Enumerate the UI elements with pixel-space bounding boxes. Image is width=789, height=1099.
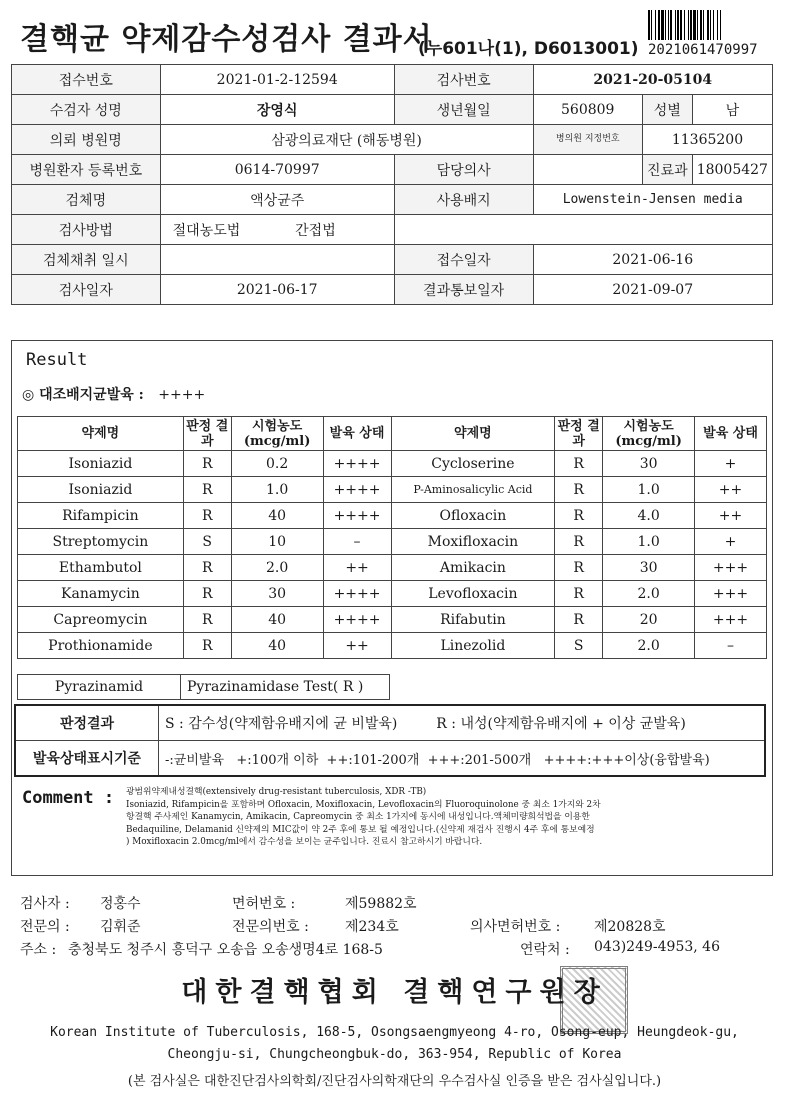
specialist-label: 전문의 : (20, 919, 70, 935)
medium: Lowenstein-Jensen media (533, 185, 773, 215)
table-row (18, 503, 767, 529)
patient-info-table (11, 64, 773, 305)
specialist: 김휘준 (100, 919, 141, 935)
conc-value: 0.2 (231, 451, 323, 477)
method-blank (394, 215, 772, 245)
growth-value: + (695, 529, 767, 555)
table-row (18, 451, 767, 477)
growth-value: ++ (323, 633, 391, 659)
header-conc: 시험농도 (mcg/ml) (231, 417, 323, 451)
license: 제59882호 (345, 896, 417, 912)
sex: 남 (692, 95, 772, 125)
judge-r: R : 내성(약제함유배지에 + 이상 균발육) (436, 716, 686, 732)
judge-value: R (183, 633, 231, 659)
header-drug: 약제명 (18, 417, 184, 451)
conc-value: 2.0 (603, 633, 695, 659)
tester-label: 검사자 : (20, 896, 70, 912)
dept: 18005427 (692, 155, 772, 185)
conc-value: 4.0 (603, 503, 695, 529)
pza-value: Pyrazinamidase Test( R ) (181, 675, 390, 700)
report-date: 2021-09-07 (533, 275, 773, 305)
header-growth: 발육 상태 (323, 417, 391, 451)
drug-name: Ofloxacin (391, 503, 555, 529)
birth-label: 생년월일 (394, 95, 533, 125)
dept-label: 진료과 (642, 155, 692, 185)
method-1: 절대농도법 (172, 222, 241, 239)
collect-date-label: 검체채취 일시 (12, 245, 161, 275)
certification-note: (본 검사실은 대한진단검사의학회/진단검사의학재단의 우수검사실 인증을 받은 검사실입니다.) (127, 1074, 662, 1089)
receive-date-label: 접수일자 (394, 245, 533, 275)
drug-name: Rifampicin (18, 503, 184, 529)
hospital-no-label: 병의원 지정번호 (533, 125, 642, 155)
drug-name: Isoniazid (18, 451, 184, 477)
growth-value: ++ (323, 555, 391, 581)
conc-value: 40 (231, 503, 323, 529)
conc-value: 40 (231, 607, 323, 633)
conc-value: 2.0 (231, 555, 323, 581)
drug-name: Capreomycin (18, 607, 184, 633)
table-row (18, 555, 767, 581)
specialist-no-label: 전문의번호 : (232, 919, 309, 935)
medium-label: 사용배지 (394, 185, 533, 215)
table-row (18, 529, 767, 555)
table-row (18, 477, 767, 503)
drug-name: Levofloxacin (391, 581, 555, 607)
growth-value: ++++ (323, 607, 391, 633)
doctor-license-label: 의사면허번호 : (470, 919, 561, 935)
control-value: ++++ (158, 387, 206, 403)
comment-line: 항결핵 주사제인 Kanamycin, Amikacin, Capreomycin 중 최소 1가지에 동시에 내성입니다.액체미량희석법을 이용한 (126, 812, 590, 822)
barcode-icon (648, 10, 766, 40)
comment-line: Bedaquiline, Delamanid 신약제의 MIC값이 약 2주 후에 통보 될 예정입니다.(신약제 재검사 진행시 4주 후에 통보예정 (126, 824, 595, 835)
comment-line: Isoniazid, Rifampicin을 포함하며 Ofloxacin, Moxifloxacin, Levofloxacin의 Fluoroquinolone 중 최소 1가지와 2차 (126, 799, 601, 810)
control-label: ◎ 대조배지균발육 : (22, 387, 144, 403)
header-growth: 발육 상태 (695, 417, 767, 451)
judge-s: S : 감수성(약제함유배지에 균 비발육) (165, 716, 398, 732)
control-growth (22, 384, 205, 404)
comment-text (126, 786, 762, 849)
growth-value: +++ (695, 581, 767, 607)
judge-value: R (555, 581, 603, 607)
drug-name: Isoniazid (18, 477, 184, 503)
pza-label: Pyrazinamid (18, 675, 181, 700)
address-en-2: Cheongju-si, Chungcheongbuk-do, 363-954, Republic of Korea (167, 1047, 622, 1062)
judge-value: S (555, 633, 603, 659)
specimen-label: 검체명 (12, 185, 161, 215)
test-no: 2021-20-05104 (533, 65, 773, 95)
header-judge: 판정 결과 (555, 417, 603, 451)
table-row (18, 633, 767, 659)
growth-value: ++++ (323, 477, 391, 503)
doctor-license: 제20828호 (594, 919, 666, 935)
institute-name: 대한결핵협회 결핵연구원장 (181, 977, 608, 1008)
conc-value: 1.0 (603, 529, 695, 555)
birth: 560809 (533, 95, 642, 125)
table-row (18, 581, 767, 607)
test-no-label: 검사번호 (394, 65, 533, 95)
drug-name: Ethambutol (18, 555, 184, 581)
judge-value: R (183, 607, 231, 633)
contact-label: 연락처 : (520, 942, 570, 958)
drug-name: Kanamycin (18, 581, 184, 607)
judge-value: R (555, 555, 603, 581)
result-title: Result (26, 350, 88, 370)
conc-value: 30 (231, 581, 323, 607)
patient-name: 장영식 (160, 95, 394, 125)
barcode-number: 2021061470997 (648, 42, 758, 58)
conc-value: 30 (603, 451, 695, 477)
hospital-no: 11365200 (642, 125, 772, 155)
method (160, 215, 394, 245)
receipt-no: 2021-01-2-12594 (160, 65, 394, 95)
conc-value: 10 (231, 529, 323, 555)
header-drug: 약제명 (391, 417, 555, 451)
growth-value: +++ (695, 555, 767, 581)
form-code: (누601나(1), D6013001) (418, 39, 639, 59)
drug-name: Streptomycin (18, 529, 184, 555)
drug-name: Rifabutin (391, 607, 555, 633)
collect-date (160, 245, 394, 275)
conc-value: 2.0 (603, 581, 695, 607)
patient-name-label: 수검자 성명 (12, 95, 161, 125)
receive-date: 2021-06-16 (533, 245, 773, 275)
hospital: 삼광의료재단 (해동병원) (160, 125, 533, 155)
drug-name: Prothionamide (18, 633, 184, 659)
judge-value: R (555, 451, 603, 477)
legend-table (14, 704, 766, 777)
growth-legend: -:균비발육 +:100개 이하 ++:101-200개 +++:201-500개 ++++:+++이상(융합발육) (159, 741, 766, 777)
judge-value: R (183, 555, 231, 581)
growth-legend-label: 발육상태표시기준 (15, 741, 159, 777)
address-en-1: Korean Institute of Tuberculosis, 168-5, Osongsaengmyeong 4-ro, Osong-eup, Heungdeok-gu, (50, 1025, 739, 1040)
judge-value: R (183, 451, 231, 477)
drug-result-table (17, 416, 767, 659)
drug-name: P-Aminosalicylic Acid (391, 477, 555, 503)
report-date-label: 결과통보일자 (394, 275, 533, 305)
address-label: 주소 : (20, 942, 57, 958)
growth-value: +++ (695, 607, 767, 633)
doctor (533, 155, 642, 185)
table-row (18, 607, 767, 633)
sex-label: 성별 (642, 95, 692, 125)
judge-value: R (183, 581, 231, 607)
conc-value: 1.0 (231, 477, 323, 503)
growth-value: ++++ (323, 503, 391, 529)
drug-name: Moxifloxacin (391, 529, 555, 555)
judge-value: R (555, 503, 603, 529)
comment-line: ) Moxifloxacin 2.0mcg/ml에서 감수성을 보이는 균주입니다. 진료시 참고하시기 바랍니다. (126, 837, 483, 847)
drug-name: Amikacin (391, 555, 555, 581)
tester: 정홍수 (100, 896, 141, 912)
specialist-no: 제234호 (345, 919, 399, 935)
method-2: 간접법 (295, 222, 336, 239)
contact: 043)249-4953, 46 (594, 939, 720, 955)
patient-reg: 0614-70997 (160, 155, 394, 185)
growth-value: ++ (695, 477, 767, 503)
growth-value: ++++ (323, 581, 391, 607)
test-date-label: 검사일자 (12, 275, 161, 305)
drug-name: Cycloserine (391, 451, 555, 477)
judge-value: R (555, 529, 603, 555)
growth-value: – (323, 529, 391, 555)
judge-value: R (555, 607, 603, 633)
test-date: 2021-06-17 (160, 275, 394, 305)
comment-line: 광범위약제내성결핵(extensively drug-resistant tuberculosis, XDR -TB) (126, 787, 427, 797)
judge-value: S (183, 529, 231, 555)
judge-legend (159, 705, 766, 741)
conc-value: 1.0 (603, 477, 695, 503)
conc-value: 40 (231, 633, 323, 659)
method-label: 검사방법 (12, 215, 161, 245)
hospital-label: 의뢰 병원명 (12, 125, 161, 155)
growth-value: – (695, 633, 767, 659)
patient-reg-label: 병원환자 등록번호 (12, 155, 161, 185)
conc-value: 30 (603, 555, 695, 581)
header-conc: 시험농도 (mcg/ml) (603, 417, 695, 451)
growth-value: ++ (695, 503, 767, 529)
growth-value: + (695, 451, 767, 477)
header-judge: 판정 결과 (183, 417, 231, 451)
doctor-label: 담당의사 (394, 155, 533, 185)
judge-legend-label: 판정결과 (15, 705, 159, 741)
judge-value: R (183, 503, 231, 529)
conc-value: 20 (603, 607, 695, 633)
growth-value: ++++ (323, 451, 391, 477)
license-label: 면허번호 : (232, 896, 296, 912)
specimen: 액상균주 (160, 185, 394, 215)
pyrazinamid-table (17, 674, 390, 700)
receipt-no-label: 접수번호 (12, 65, 161, 95)
judge-value: R (183, 477, 231, 503)
judge-value: R (555, 477, 603, 503)
drug-name: Linezolid (391, 633, 555, 659)
document-title: 결핵균 약제감수성검사 결과서 (20, 22, 433, 57)
comment-label: Comment : (22, 788, 115, 808)
address: 충청북도 청주시 흥덕구 오송읍 오송생명4로 168-5 (68, 942, 383, 958)
